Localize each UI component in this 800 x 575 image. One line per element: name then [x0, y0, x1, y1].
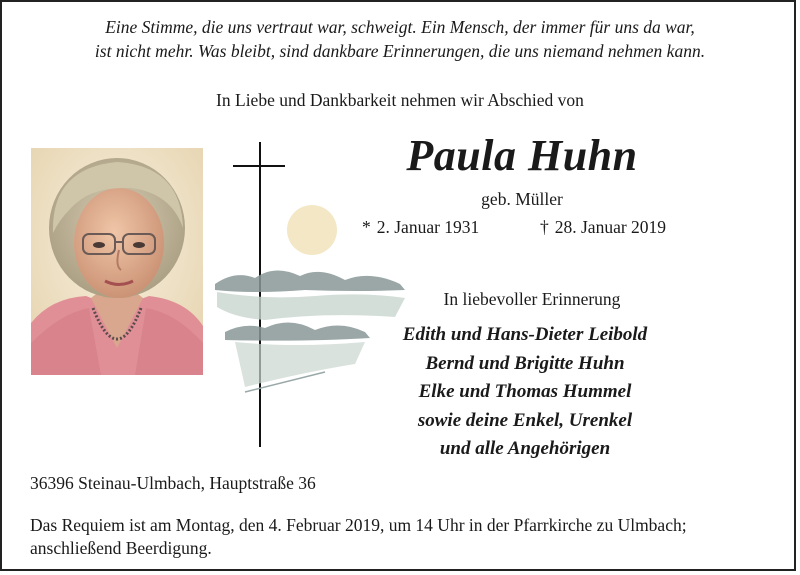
death-cross-icon: † [540, 217, 549, 237]
poem [2, 15, 796, 63]
notice-line-1: Das Requiem ist am Montag, den 4. Februar 2019, um 14 Uhr in der Pfarrkirche zu Ulmbach; [30, 515, 687, 535]
mourner-line: Elke und Thomas Hummel [418, 381, 632, 402]
water-upper [217, 292, 405, 320]
deceased-name: Paula Huhn [406, 131, 638, 180]
remembrance-line: In liebevoller Erinnerung [443, 289, 621, 309]
mourner-line: Bernd und Brigitte Huhn [425, 352, 625, 374]
death-date-group [540, 217, 666, 238]
farewell-intro: In Liebe und Dankbarkeit nehmen wir Abschied von [216, 90, 584, 110]
death-date: 28. Januar 2019 [554, 217, 667, 237]
poem-line-1: Eine Stimme, die uns vertraut war, schweigt. Ein Mensch, der immer für uns da war, [105, 17, 695, 37]
address: 36396 Steinau-Ulmbach, Hauptstraße 36 [30, 473, 316, 493]
birth-date: 2. Januar 1931 [376, 217, 480, 237]
mourner-line: sowie deine Enkel, Urenkel [417, 409, 633, 431]
mourner-line: Edith und Hans-Dieter Leibold [402, 324, 648, 345]
birth-date-group [362, 217, 479, 238]
portrait-photo [31, 148, 203, 375]
mountain-range-upper [215, 270, 405, 292]
birth-star-icon: * [362, 217, 371, 237]
water-lower [235, 342, 365, 387]
service-notice [30, 514, 780, 560]
notice-line-2: anschließend Beerdigung. [30, 538, 212, 558]
poem-line-2: ist nicht mehr. Was bleibt, sind dankbare Erinnerungen, die uns niemand nehmen kann. [94, 41, 706, 61]
mourners-list [360, 321, 690, 464]
sun [287, 205, 337, 255]
maiden-name: geb. Müller [481, 189, 563, 209]
mourner-line: und alle Angehörigen [439, 438, 611, 459]
mountain-range-lower [225, 322, 370, 340]
